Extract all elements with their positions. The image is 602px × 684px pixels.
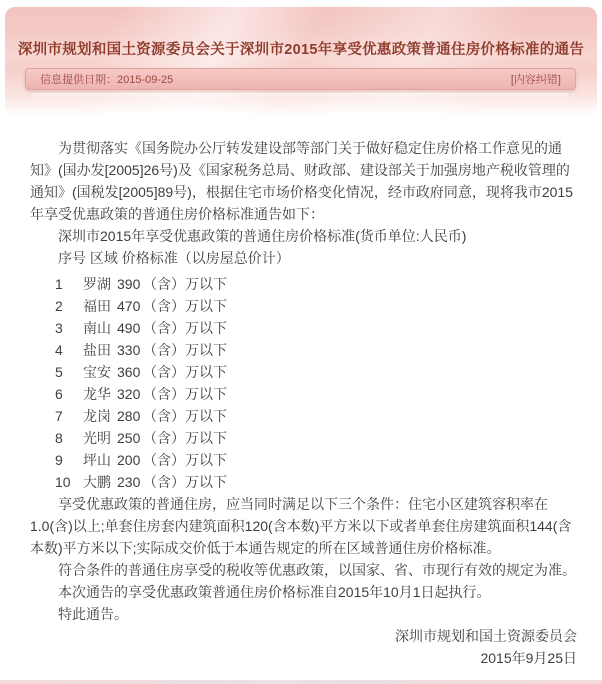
price-table bbox=[30, 273, 577, 493]
row-district: 福田 bbox=[83, 298, 111, 314]
row-price: 470 bbox=[117, 298, 141, 314]
row-price: 390 bbox=[117, 276, 141, 292]
intro-paragraph: 为贯彻落实《国务院办公厅转发建设部等部门关于做好稳定住房价格工作意见的通知》(国办发[2005]26号)及《国家税务总局、财政部、建设部关于加强房地产税收管理的通知》(国税发[2005]89号)，根据住宅市场价格变化情况，经市政府同意，现将我市2015年享受优惠政策的普通住房价格标准通告如下： bbox=[30, 140, 573, 222]
row-district: 龙岗 bbox=[83, 408, 111, 424]
row-suffix: （含）万以下 bbox=[143, 408, 227, 424]
info-bar bbox=[25, 68, 576, 90]
table-row bbox=[30, 295, 577, 317]
table-row bbox=[30, 427, 577, 449]
notice-body bbox=[30, 137, 577, 669]
standard-title: 深圳市2015年享受优惠政策的普通住房价格标准(货币单位:人民币) bbox=[58, 228, 467, 244]
table-row bbox=[30, 471, 577, 493]
content-correction-link[interactable]: [内容纠错] bbox=[510, 74, 561, 86]
effective-date-paragraph: 本次通告的享受优惠政策普通住房价格标准自2015年10月1日起执行。 bbox=[58, 584, 491, 600]
info-date bbox=[40, 71, 173, 87]
row-no: 8 bbox=[55, 430, 63, 446]
row-suffix: （含）万以下 bbox=[143, 452, 227, 468]
row-no: 1 bbox=[55, 276, 63, 292]
table-row bbox=[30, 405, 577, 427]
row-price: 230 bbox=[117, 474, 141, 490]
row-district: 龙华 bbox=[83, 386, 111, 402]
row-district: 宝安 bbox=[83, 364, 111, 380]
row-suffix: （含）万以下 bbox=[143, 298, 227, 314]
table-row bbox=[30, 383, 577, 405]
row-suffix: （含）万以下 bbox=[143, 276, 227, 292]
row-suffix: （含）万以下 bbox=[143, 320, 227, 336]
row-price: 320 bbox=[117, 386, 141, 402]
info-date-value: 2015-09-25 bbox=[117, 74, 174, 86]
row-no: 5 bbox=[55, 364, 63, 380]
row-price: 490 bbox=[117, 320, 141, 336]
row-district: 光明 bbox=[83, 430, 111, 446]
table-header: 序号 区域 价格标准（以房屋总价计） bbox=[58, 250, 290, 266]
table-row bbox=[30, 339, 577, 361]
issue-date: 2015年9月25日 bbox=[480, 650, 577, 666]
tax-note-paragraph: 符合条件的普通住房享受的税收等优惠政策，以国家、省、市现行有效的规定为准。 bbox=[58, 562, 576, 578]
row-price: 360 bbox=[117, 364, 141, 380]
row-no: 6 bbox=[55, 386, 63, 402]
issuer-signature: 深圳市规划和国土资源委员会 bbox=[395, 628, 577, 644]
row-suffix: （含）万以下 bbox=[143, 386, 227, 402]
row-suffix: （含）万以下 bbox=[143, 342, 227, 358]
row-district: 大鹏 bbox=[83, 474, 111, 490]
row-district: 南山 bbox=[83, 320, 111, 336]
info-date-label: 信息提供日期： bbox=[40, 74, 117, 86]
row-no: 2 bbox=[55, 298, 63, 314]
row-no: 4 bbox=[55, 342, 63, 358]
row-price: 250 bbox=[117, 430, 141, 446]
row-district: 盐田 bbox=[83, 342, 111, 358]
conditions-paragraph: 享受优惠政策的普通住房，应当同时满足以下三个条件：住宅小区建筑容积率在1.0(含)以上;单套住房套内建筑面积120(含本数)平方米以下或者单套住房建筑面积144(含本数)平方米以下;实际成交价低于本通告规定的所在区域普通住房价格标准。 bbox=[30, 496, 572, 556]
row-suffix: （含）万以下 bbox=[143, 474, 227, 490]
table-row bbox=[30, 449, 577, 471]
row-no: 3 bbox=[55, 320, 63, 336]
table-row bbox=[30, 317, 577, 339]
bottom-edge-strip bbox=[0, 680, 602, 684]
row-suffix: （含）万以下 bbox=[143, 430, 227, 446]
row-district: 罗湖 bbox=[83, 276, 111, 292]
row-district: 坪山 bbox=[83, 452, 111, 468]
table-row bbox=[30, 361, 577, 383]
table-row bbox=[30, 273, 577, 295]
row-price: 200 bbox=[117, 452, 141, 468]
row-no: 9 bbox=[55, 452, 63, 468]
notice-header bbox=[5, 7, 597, 115]
row-suffix: （含）万以下 bbox=[143, 364, 227, 380]
row-price: 330 bbox=[117, 342, 141, 358]
row-no: 10 bbox=[55, 474, 71, 490]
closing-paragraph: 特此通告。 bbox=[58, 606, 128, 622]
page-title: 深圳市规划和国土资源委员会关于深圳市2015年享受优惠政策普通住房价格标准的通告 bbox=[17, 42, 585, 58]
row-no: 7 bbox=[55, 408, 63, 424]
row-price: 280 bbox=[117, 408, 141, 424]
